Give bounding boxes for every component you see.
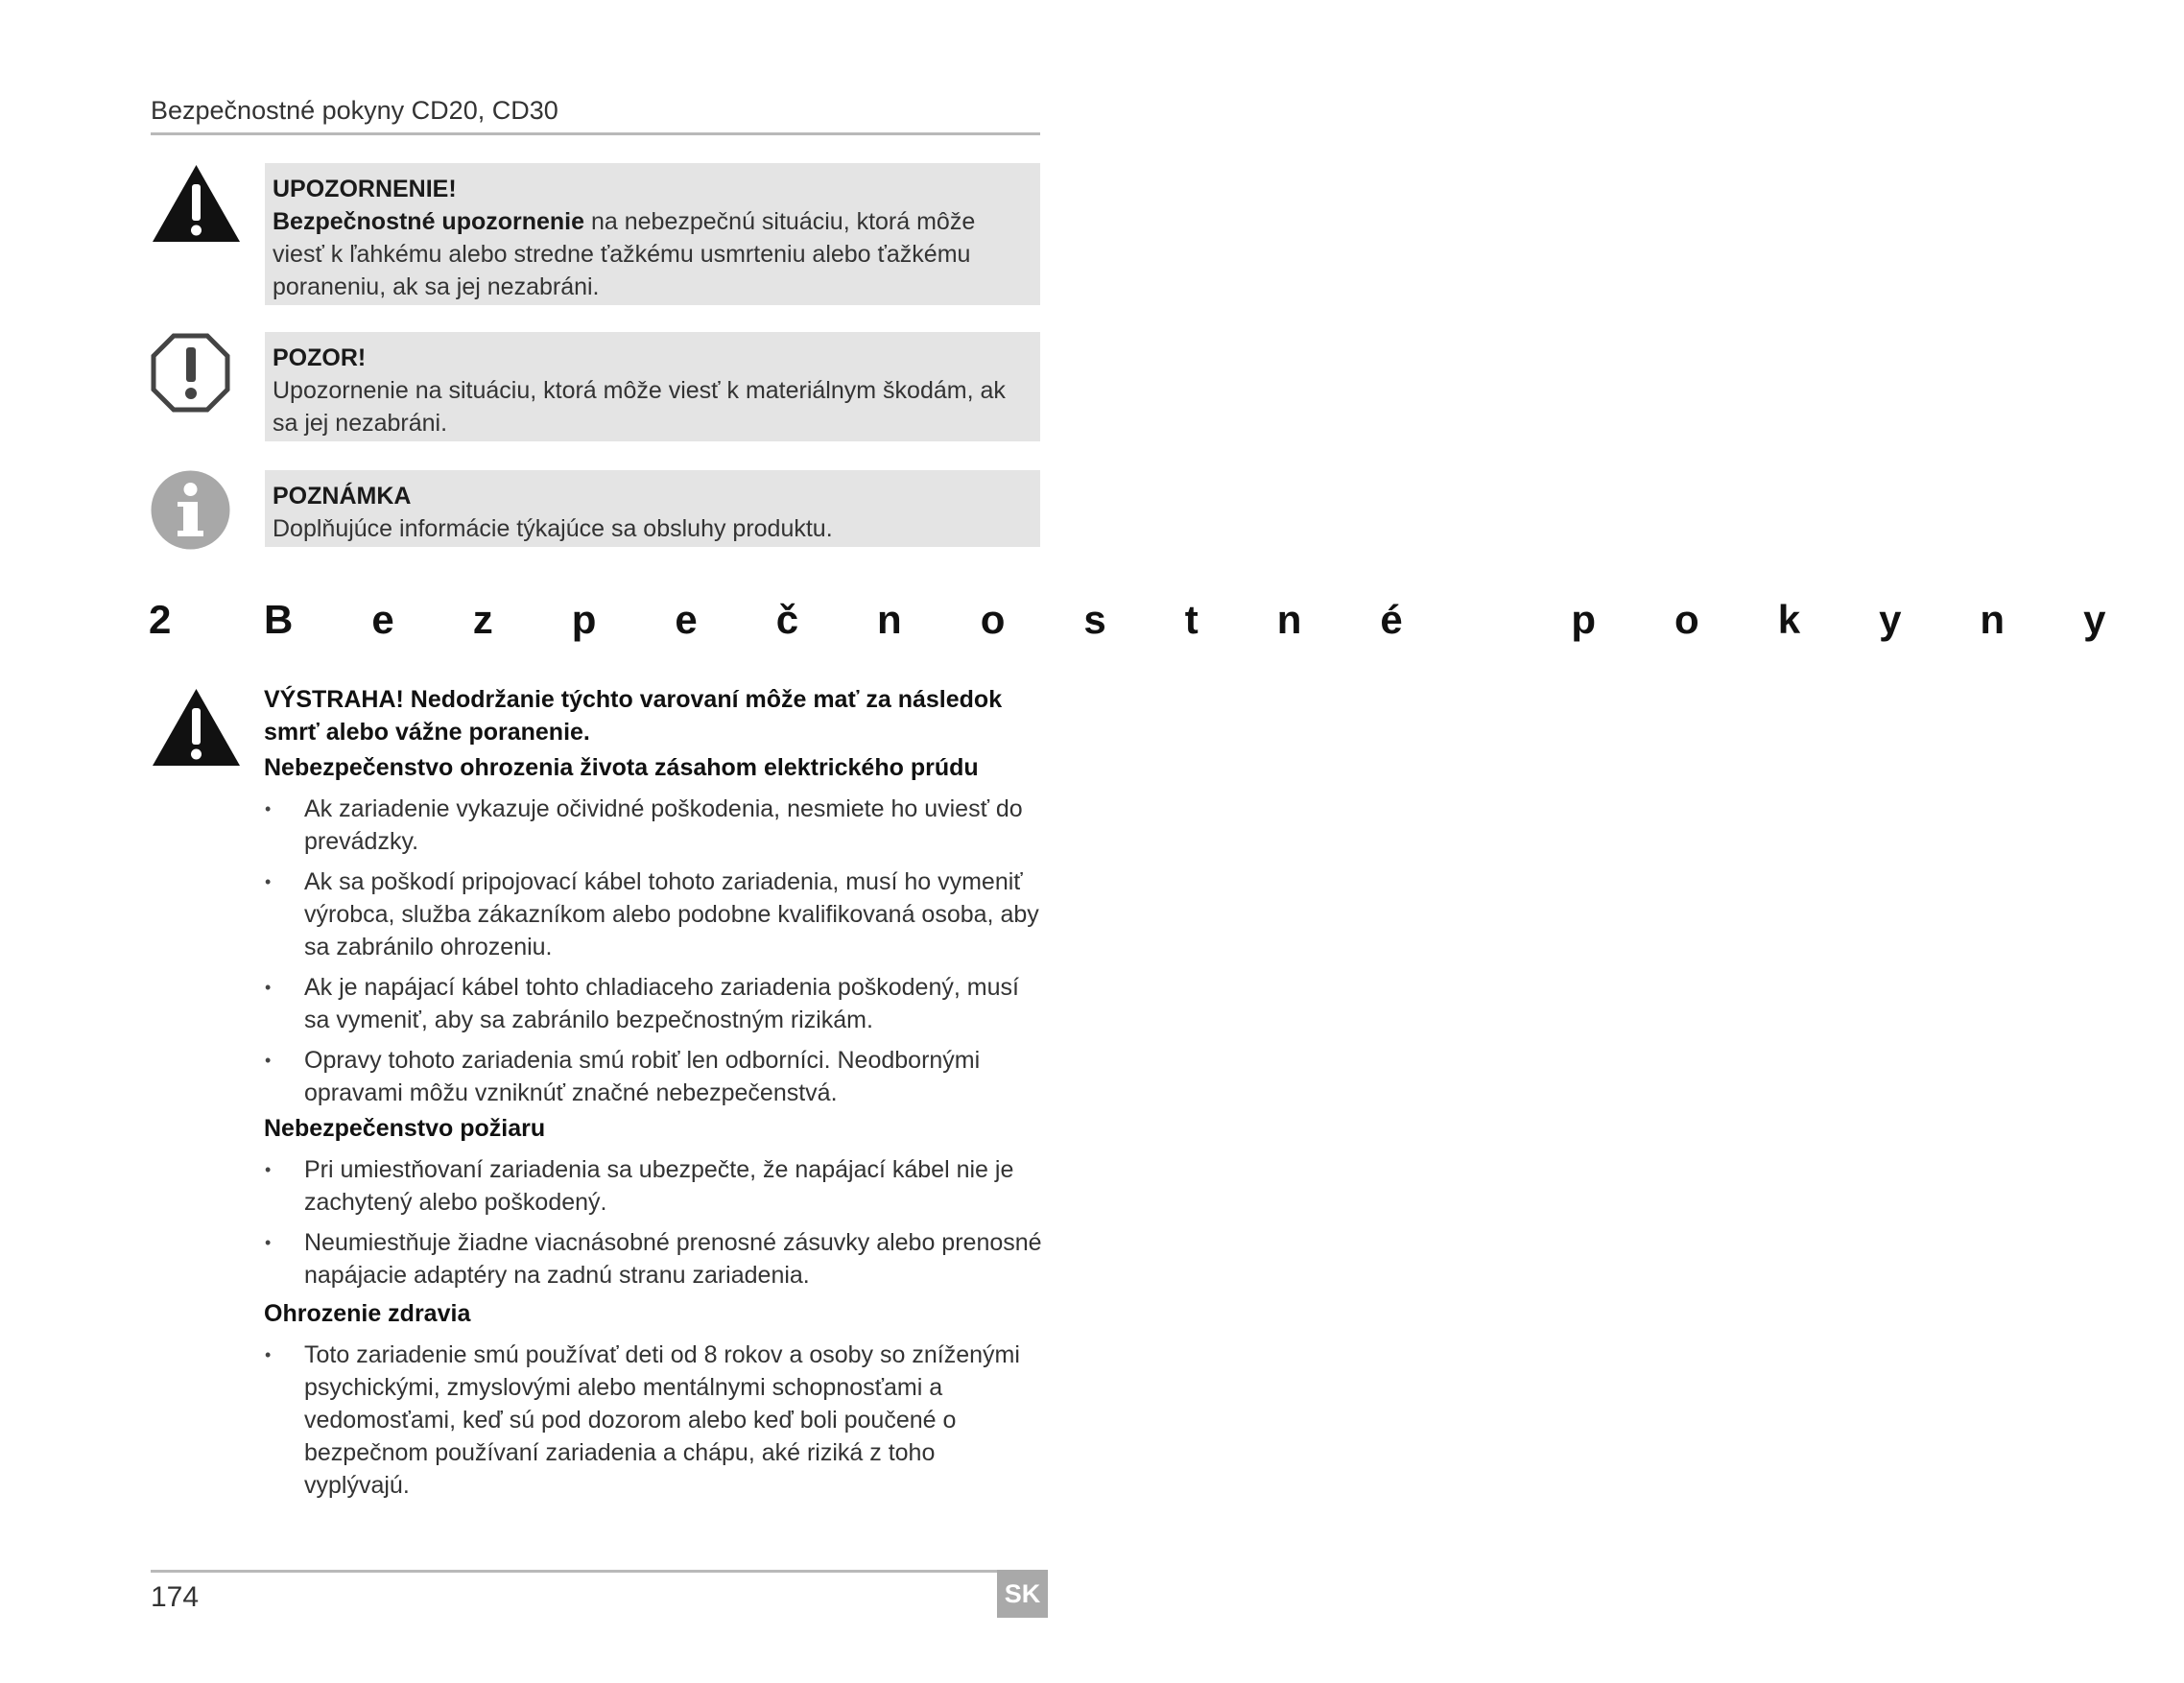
caution-octagon-icon — [151, 333, 230, 413]
fire-list — [264, 1153, 1051, 1299]
section-warning-heading: VÝSTRAHA! Nedodržanie týchto varovaní môže mať za následok smrť alebo vážne poranenie. — [264, 686, 1003, 746]
list-item: • Ak je napájací kábel tohto chladiaceho zariadenia poškodený, musí sa vymeniť, aby sa zabránilo bezpečnostným rizikám. — [264, 971, 1051, 1036]
notice-warning-lead: Bezpečnostné upozornenie — [273, 208, 585, 235]
footer-divider — [151, 1570, 1040, 1573]
notice-warning — [265, 163, 1040, 305]
chapter-title: Bezpečnostné pokyny — [264, 597, 2184, 642]
notice-note-text: Doplňujúce informácie týkajúce sa obsluhy produktu. — [273, 515, 833, 542]
list-item: • Ak zariadenie vykazuje očividné poškodenia, nesmiete ho uviesť do prevádzky. — [264, 793, 1051, 858]
notice-warning-text: na nebezpečnú situáciu, ktorá môže viesť k ľahkému alebo stredne ťažkému usmrteniu alebo ťažkému poraneniu, ak sa jej nezabráni. — [273, 208, 976, 300]
info-icon — [151, 470, 230, 550]
electric-list — [264, 793, 1051, 1117]
health-heading: Ohrozenie zdravia — [264, 1300, 471, 1327]
page-number: 174 — [151, 1581, 200, 1613]
notice-warning-body — [273, 205, 1027, 303]
language-badge: SK — [997, 1570, 1048, 1618]
electric-heading: Nebezpečenstvo ohrozenia života zásahom elektrického prúdu — [264, 754, 979, 781]
list-item: • Neumiestňuje žiadne viacnásobné prenosné zásuvky alebo prenosné napájacie adaptéry na zadnú stranu zariadenia. — [264, 1226, 1051, 1292]
list-item: • Ak sa poškodí pripojovací kábel tohoto zariadenia, musí ho vymeniť výrobca, služba zákazníkom alebo podobne kvalifikovaná osoba, aby sa zabránilo ohrozeniu. — [264, 865, 1051, 963]
fire-heading: Nebezpečenstvo požiaru — [264, 1115, 546, 1142]
warning-triangle-icon — [151, 687, 242, 768]
notice-warning-title: UPOZORNENIE! — [273, 176, 457, 202]
page-header-title: Bezpečnostné pokyny CD20, CD30 — [151, 96, 558, 125]
health-list — [264, 1339, 1022, 1509]
notice-caution-title: POZOR! — [273, 344, 367, 371]
notice-caution — [265, 332, 1040, 441]
notice-note-title: POZNÁMKA — [273, 483, 412, 510]
notice-caution-text: Upozornenie na situáciu, ktorá môže viesť k materiálnym škodám, ak sa jej nezabráni. — [273, 377, 1006, 437]
list-item: • Opravy tohoto zariadenia smú robiť len odborníci. Neodbornými opravami môžu vzniknúť značné nebezpečenstvá. — [264, 1044, 1051, 1109]
chapter-heading — [149, 597, 2184, 645]
notice-note — [265, 470, 1040, 547]
list-item: • Pri umiestňovaní zariadenia sa ubezpečte, že napájací kábel nie je zachytený alebo poškodený. — [264, 1153, 1051, 1219]
warning-triangle-icon — [151, 163, 242, 244]
chapter-number: 2 — [149, 597, 172, 642]
list-item: • Toto zariadenie smú používať deti od 8 rokov a osoby so zníženými psychickými, zmyslovými alebo mentálnymi schopnosťami a vedomosťami, keď sú pod dozorom alebo keď boli poučené o bezpečnom používaní zariadenia a chápu, aké riziká z toho vyplývajú. — [264, 1339, 1022, 1502]
header-divider — [151, 132, 1040, 135]
